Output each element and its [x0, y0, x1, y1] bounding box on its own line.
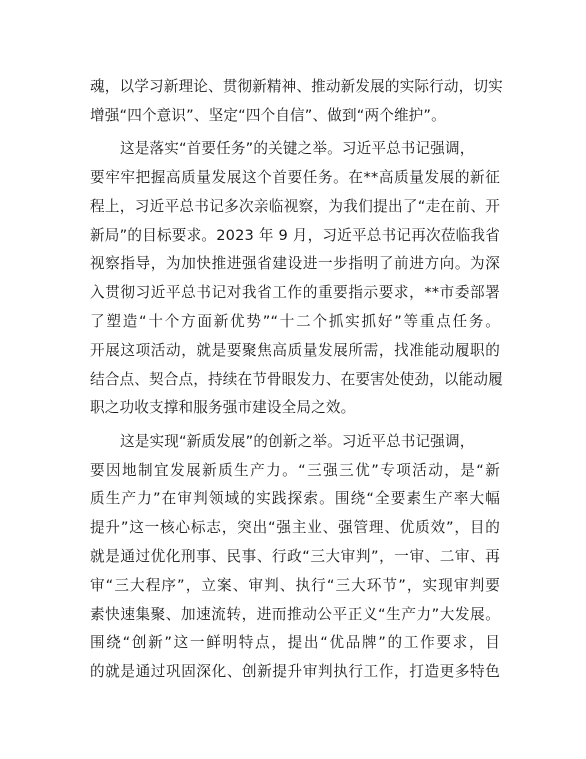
paragraph-1: [90, 73, 503, 131]
text-line: 程上，习近平总书记多次亲临视察，为我们提出了“走在前、开: [90, 197, 500, 215]
text-line: 围绕“创新”这一鲜明特点，提出“优品牌”的工作要求，目: [90, 634, 500, 652]
paragraph-2: [90, 135, 503, 423]
text-line: 视察指导，为加快推进强省建设进一步指明了前进方向。为深: [90, 255, 500, 273]
text-line: 了塑造“十个方面新优势”“十二个抓实抓好”等重点任务。: [90, 312, 500, 330]
document-body: [90, 73, 503, 687]
text-line: 要牢牢把握高质量发展这个首要任务。在**高质量发展的新征: [90, 168, 500, 186]
text-line: 职之功收支撑和服务强市建设全局之效。: [90, 399, 356, 417]
text-line: 魂，以学习新理论、贯彻新精神、推动新发展的实际行动，切实: [90, 78, 503, 95]
text-line: 结合点、契合点，持续在节骨眼发力、在要害处使劲，以能动履: [90, 370, 503, 388]
text-line: 要因地制宜发展新质生产力。“三强三优”专项活动，是“新: [90, 461, 500, 479]
text-line: 质生产力”在审判领域的实践探索。围绕“全要素生产率大幅: [90, 490, 500, 508]
text-line: 这是实现“新质发展”的创新之举。习近平总书记强调，: [120, 432, 475, 450]
text-line: 素快速集聚、加速流转，进而推动公平正义“生产力”大发展。: [90, 605, 500, 623]
text-line: 增强“四个意识”、坚定“四个自信”、做到“两个维护”。: [90, 106, 446, 124]
text-line: 就是通过优化刑事、民事、行政“三大审判”，一审、二审、再: [90, 547, 500, 565]
text-line: 新局”的目标要求。2023 年 9 月，习近平总书记再次莅临我省: [90, 226, 500, 244]
paragraph-3: [90, 428, 500, 687]
text-line: 这是落实“首要任务”的关键之举。习近平总书记强调，: [120, 140, 475, 158]
text-line: 开展这项活动，就是要聚焦高质量发展所需，找准能动履职的: [90, 341, 500, 359]
text-line: 入贯彻习近平总书记对我省工作的重要指示要求，**市委部署: [90, 284, 500, 302]
text-line: 审“三大程序”，立案、审判、执行“三大环节”，实现审判要: [90, 576, 500, 594]
text-line: 的就是通过巩固深化、创新提升审判执行工作，打造更多特色: [90, 663, 500, 681]
text-line: 提升”这一核心标志，突出“强主业、强管理、优质效”，目的: [90, 519, 500, 537]
